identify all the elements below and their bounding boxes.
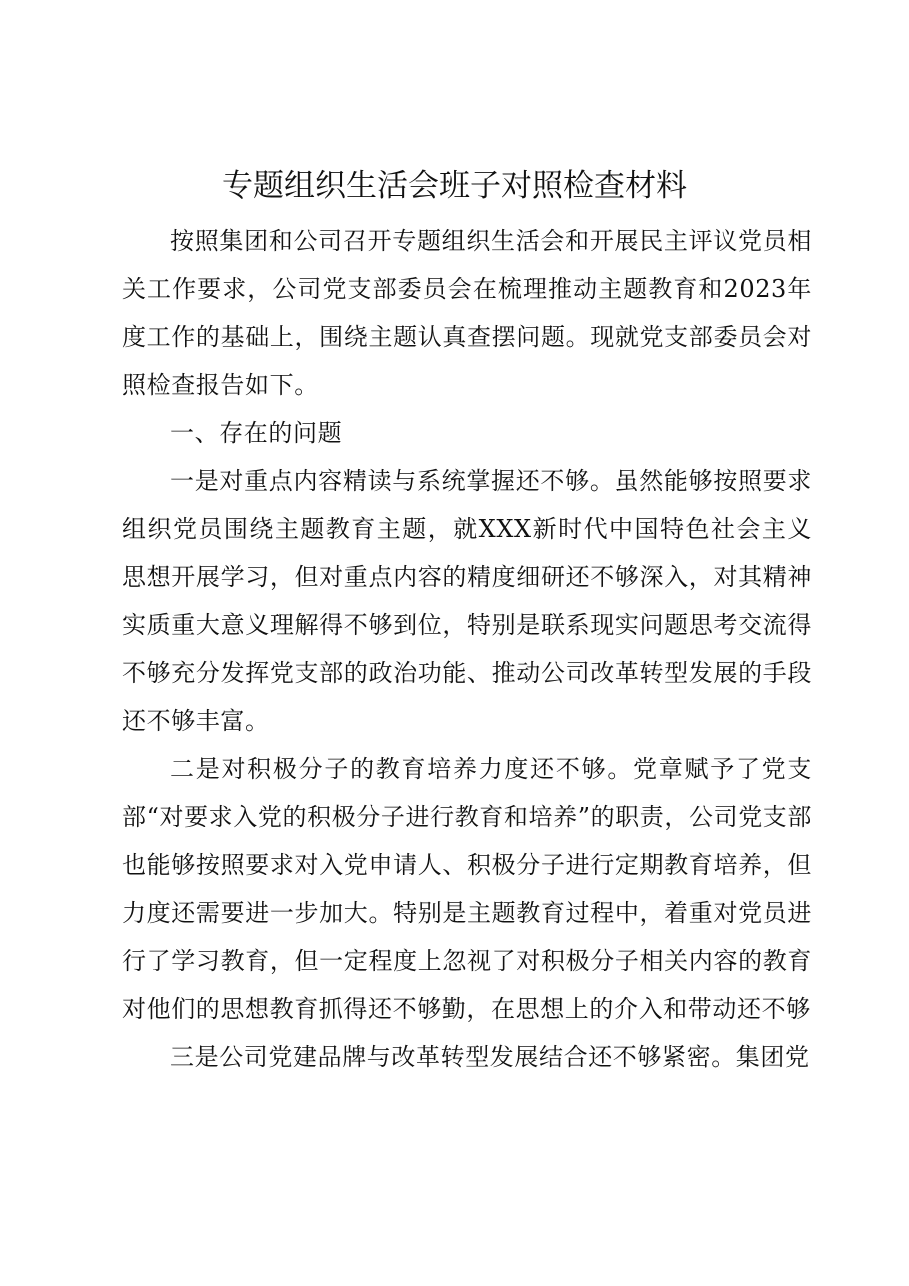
intro-paragraph: 按照集团和公司召开专题组织生活会和开展民主评议党员相关工作要求，公司党支部委员会在梳理推动主题教育和2023年度工作的基础上，围绕主题认真查摆问题。现就党支部委员会对照检查报告如下。 — [122, 227, 812, 399]
document-title: 专题组织生活会班子对照检查材料 — [222, 168, 687, 204]
document-body — [122, 217, 812, 1081]
paragraph-problem-2: 二是对积极分子的教育培养力度还不够。党章赋予了党支部“对要求入党的积极分子进行教育和培养”的职责，公司党支部也能够按照要求对入党申请人、积极分子进行定期教育培养，但力度还需要进一步加大。特别是主题教育过程中，着重对党员进行了学习教育，但一定程度上忽视了对积极分子相关内容的教育对他们的思想教育抓得还不够勤，在思想上的介入和带动还不够 — [122, 755, 812, 1023]
section-heading: 一、存在的问题 — [170, 419, 343, 447]
paragraph-problem-1: 一是对重点内容精读与系统掌握还不够。虽然能够按照要求组织党员围绕主题教育主题，就XXX新时代中国特色社会主义思想开展学习，但对重点内容的精度细研还不够深入，对其精神实质重大意义理解得不够到位，特别是联系现实问题思考交流得不够充分发挥党支部的政治功能、推动公司改革转型发展的手段还不够丰富。 — [122, 467, 812, 735]
paragraph-problem-3: 三是公司党建品牌与改革转型发展结合还不够紧密。集团党 — [170, 1043, 810, 1071]
